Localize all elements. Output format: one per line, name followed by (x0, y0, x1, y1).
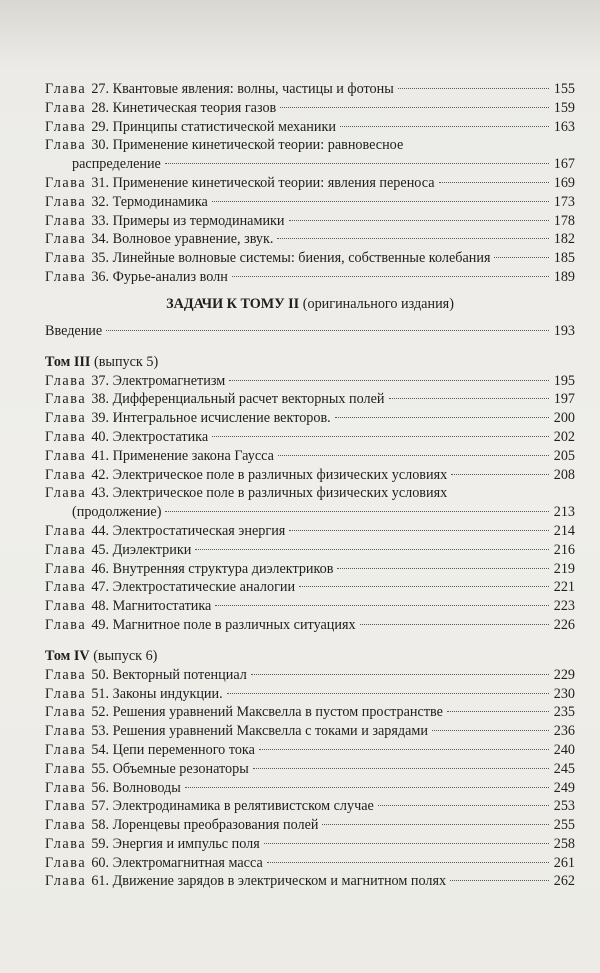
entry-title-cont: (продолжение) (72, 504, 162, 521)
entry-page: 253 (553, 798, 575, 815)
toc-entry (45, 685, 575, 704)
toc-entry (45, 760, 575, 779)
entry-title (91, 779, 180, 798)
toc-entry (45, 268, 575, 287)
leader-dots (322, 824, 549, 825)
chapter-title: Диэлектрики (112, 541, 192, 558)
toc-entry (45, 779, 575, 798)
chapter-title: Электрическое поле в различных физических условиях (112, 485, 448, 502)
volume-title: Том IV (45, 647, 90, 664)
leader-dots (335, 417, 549, 418)
chapter-number: 42. (91, 466, 110, 483)
leader-dots (447, 711, 549, 712)
chapter-title: Внутренняя структура диэлектриков (112, 560, 334, 577)
chapter-number: 50. (91, 666, 110, 683)
chapter-label: Глава (45, 666, 87, 683)
leader-dots (212, 201, 549, 202)
entry-page: 261 (553, 854, 575, 871)
section-heading-bold: ЗАДАЧИ К ТОМУ II (166, 295, 300, 312)
chapter-number: 35. (91, 250, 110, 267)
chapter-label: Глава (45, 541, 87, 558)
leader-dots (337, 568, 549, 569)
chapter-label: Глава (45, 250, 87, 267)
entry-page: 249 (553, 779, 575, 796)
chapter-label: Глава (45, 835, 87, 852)
entry-page: 258 (553, 835, 575, 852)
leader-dots (106, 330, 549, 331)
toc-entry-continuation (45, 155, 575, 174)
chapter-label: Глава (45, 579, 87, 596)
leader-dots (340, 126, 549, 127)
chapter-label: Глава (45, 193, 87, 210)
chapter-title: Интегральное исчисление векторов. (112, 410, 331, 427)
chapter-title: Электрическое поле в различных физических условиях (112, 466, 448, 483)
entry-title (91, 118, 336, 137)
chapter-label: Глава (45, 854, 87, 871)
leader-dots (232, 276, 549, 277)
chapter-label: Глава (45, 447, 87, 464)
entry-title (91, 99, 276, 118)
chapter-label: Глава (45, 560, 87, 577)
toc-entry (45, 666, 575, 685)
entry-title (91, 390, 384, 409)
toc-entry (45, 428, 575, 447)
leader-dots (267, 862, 549, 863)
chapter-label: Глава (45, 798, 87, 815)
entry-page: 159 (553, 99, 575, 116)
chapter-number: 38. (91, 391, 110, 408)
entry-title (91, 741, 255, 760)
entry-title-cont: распределение (72, 156, 161, 173)
entry-title (91, 466, 447, 485)
chapter-label: Глава (45, 99, 87, 116)
leader-dots (229, 380, 549, 381)
chapter-title: Дифференциальный расчет векторных полей (112, 391, 385, 408)
chapter-title: Кинетическая теория газов (112, 99, 277, 116)
chapter-title: Движение зарядов в электрическом и магнитном полях (112, 873, 447, 890)
entry-title (91, 249, 490, 268)
entry-page: 169 (553, 174, 575, 191)
entry-title (91, 193, 208, 212)
chapter-label: Глава (45, 174, 87, 191)
entry-page: 229 (553, 666, 575, 683)
chapter-title: Фурье-анализ волн (112, 268, 228, 285)
entry-title (91, 685, 222, 704)
toc-entry (45, 541, 575, 560)
entry-page: 208 (553, 466, 575, 483)
entry-title (91, 816, 318, 835)
chapter-number: 43. (91, 485, 110, 502)
entry-page: 236 (553, 723, 575, 740)
chapter-title: Электростатические аналогии (112, 579, 296, 596)
leader-dots (439, 182, 549, 183)
chapter-title: Электромагнитная масса (112, 854, 263, 871)
chapter-label: Глава (45, 598, 87, 615)
leader-dots (289, 220, 549, 221)
chapter-number: 61. (91, 873, 110, 890)
chapter-label: Глава (45, 522, 87, 539)
entry-title (91, 268, 228, 287)
chapter-label: Глава (45, 873, 87, 890)
entry-page: 163 (553, 118, 575, 135)
entry-page: 178 (553, 212, 575, 229)
chapter-label: Глава (45, 212, 87, 229)
toc-entry (45, 560, 575, 579)
leader-dots (165, 511, 549, 512)
leader-dots (450, 880, 549, 881)
leader-dots (432, 730, 549, 731)
chapter-number: 60. (91, 854, 110, 871)
entry-title (91, 666, 247, 685)
entry-page: 197 (553, 391, 575, 408)
entry-title (91, 703, 443, 722)
leader-dots (195, 549, 549, 550)
chapter-number: 52. (91, 704, 110, 721)
chapter-title: Линейные волновые системы: биения, собственные колебания (112, 250, 491, 267)
chapter-title: Цепи переменного тока (112, 741, 255, 758)
chapter-label: Глава (45, 391, 87, 408)
chapter-number: 54. (91, 741, 110, 758)
chapter-number: 53. (91, 723, 110, 740)
chapter-number: 31. (91, 174, 110, 191)
chapter-number: 48. (91, 598, 110, 615)
chapter-title: Объемные резонаторы (112, 760, 249, 777)
toc-entry (45, 797, 575, 816)
toc-entry (45, 212, 575, 231)
chapter-group-vol3 (45, 372, 575, 635)
chapter-title: Квантовые явления: волны, частицы и фотоны (112, 81, 394, 97)
section-heading-note: (оригинального издания) (302, 295, 454, 312)
leader-dots (278, 455, 549, 456)
toc-entry (45, 372, 575, 391)
entry-title (91, 854, 262, 873)
leader-dots (378, 805, 549, 806)
leader-dots (212, 436, 549, 437)
entry-page: 255 (553, 817, 575, 834)
chapter-number: 36. (91, 268, 110, 285)
chapter-number: 29. (91, 118, 110, 135)
chapter-number: 39. (91, 410, 110, 427)
chapter-number: 37. (91, 372, 110, 389)
leader-dots (165, 163, 549, 164)
entry-title (91, 484, 447, 503)
toc-entry (45, 193, 575, 212)
entry-page: 223 (553, 598, 575, 615)
chapter-label: Глава (45, 268, 87, 285)
entry-title (91, 174, 434, 193)
chapter-label: Глава (45, 428, 87, 445)
leader-dots (389, 398, 549, 399)
toc-entry (45, 409, 575, 428)
chapter-number: 33. (91, 212, 110, 229)
chapter-title: Электростатическая энергия (112, 522, 286, 539)
chapter-title: Электростатика (112, 428, 209, 445)
chapter-title: Магнитное поле в различных ситуациях (112, 616, 356, 633)
leader-dots (259, 749, 549, 750)
entry-title (91, 616, 355, 635)
chapter-number: 59. (91, 835, 110, 852)
entry-title (91, 578, 295, 597)
entry-page: 205 (553, 447, 575, 464)
toc-entry (45, 835, 575, 854)
leader-dots (185, 787, 549, 788)
toc-entry (45, 447, 575, 466)
chapter-number: 32. (91, 193, 110, 210)
table-of-contents (45, 80, 575, 891)
entry-title (91, 722, 428, 741)
entry-page: 167 (553, 156, 575, 173)
entry-page: 240 (553, 741, 575, 758)
toc-entry (45, 616, 575, 635)
chapter-label: Глава (45, 372, 87, 389)
entry-page: 221 (553, 579, 575, 596)
chapter-label: Глава (45, 485, 87, 502)
entry-title: Введение (45, 322, 103, 339)
chapter-number: 28. (91, 99, 110, 116)
toc-entry (45, 816, 575, 835)
chapter-number: 45. (91, 541, 110, 558)
entry-page: 214 (553, 522, 575, 539)
chapter-number: 49. (91, 616, 110, 633)
toc-entry (45, 872, 575, 891)
chapter-label: Глава (45, 817, 87, 834)
entry-title (91, 212, 284, 231)
entry-page: 262 (553, 873, 575, 890)
chapter-title: Энергия и импульс поля (112, 835, 260, 852)
chapter-number: 40. (91, 428, 110, 445)
chapter-title: Применение кинетической теории: равновесное (112, 137, 404, 154)
entry-page: 226 (553, 616, 575, 633)
chapter-title: Решения уравнений Максвелла в пустом пространстве (112, 704, 443, 721)
volume-heading-4 (45, 647, 575, 666)
chapter-label: Глава (45, 779, 87, 796)
entry-title (91, 872, 446, 891)
toc-entry (45, 118, 575, 137)
chapter-number: 27. (91, 81, 110, 97)
leader-dots (227, 693, 549, 694)
leader-dots (280, 107, 549, 108)
chapter-title: Векторный потенциал (112, 666, 247, 683)
entry-title (91, 541, 191, 560)
leader-dots (494, 257, 549, 258)
chapter-title: Термодинамика (112, 193, 208, 210)
toc-entry-intro (45, 322, 575, 341)
toc-entry (45, 484, 575, 503)
entry-page: 155 (553, 81, 575, 97)
chapter-title: Лоренцевы преобразования полей (112, 817, 319, 834)
chapter-label: Глава (45, 81, 87, 97)
leader-dots (215, 605, 549, 606)
toc-entry (45, 174, 575, 193)
toc-entry (45, 80, 575, 99)
volume-issue: (выпуск 6) (93, 647, 158, 664)
chapter-number: 34. (91, 231, 110, 248)
leader-dots (264, 843, 549, 844)
entry-page: 202 (553, 428, 575, 445)
chapter-title: Применение закона Гаусса (112, 447, 274, 464)
leader-dots (451, 474, 549, 475)
chapter-label: Глава (45, 118, 87, 135)
chapter-group-vol2 (45, 80, 575, 287)
chapter-label: Глава (45, 231, 87, 248)
chapter-group-vol4 (45, 666, 575, 892)
volume-heading-3 (45, 353, 575, 372)
entry-title (91, 136, 403, 155)
toc-entry (45, 390, 575, 409)
toc-entry (45, 722, 575, 741)
leader-dots (360, 624, 549, 625)
entry-page: 200 (553, 410, 575, 427)
leader-dots (289, 530, 549, 531)
entry-page: 173 (553, 193, 575, 210)
chapter-number: 47. (91, 579, 110, 596)
chapter-label: Глава (45, 685, 87, 702)
chapter-label: Глава (45, 137, 87, 154)
toc-entry-continuation (45, 503, 575, 522)
leader-dots (299, 586, 549, 587)
toc-entry (45, 249, 575, 268)
chapter-number: 55. (91, 760, 110, 777)
volume-title: Том III (45, 353, 91, 370)
entry-page: 195 (553, 372, 575, 389)
entry-title (91, 760, 248, 779)
chapter-number: 30. (91, 137, 110, 154)
chapter-title: Электродинамика в релятивистском случае (112, 798, 374, 815)
entry-title (91, 597, 211, 616)
chapter-label: Глава (45, 741, 87, 758)
chapter-title: Принципы статистической механики (112, 118, 336, 135)
chapter-number: 58. (91, 817, 110, 834)
toc-entry (45, 466, 575, 485)
chapter-title: Волновое уравнение, звук. (112, 231, 274, 248)
toc-entry (45, 230, 575, 249)
toc-entry (45, 597, 575, 616)
toc-entry (45, 99, 575, 118)
chapter-title: Волноводы (112, 779, 181, 796)
chapter-label: Глава (45, 723, 87, 740)
section-heading (45, 295, 575, 314)
chapter-title: Применение кинетической теории: явления переноса (112, 174, 435, 191)
entry-title (91, 522, 285, 541)
leader-dots (277, 238, 549, 239)
entry-page: 185 (553, 250, 575, 267)
entry-page: 216 (553, 541, 575, 558)
chapter-number: 51. (91, 685, 110, 702)
chapter-number: 57. (91, 798, 110, 815)
volume-issue: (выпуск 5) (93, 353, 159, 370)
chapter-title: Решения уравнений Максвелла с токами и зарядами (112, 723, 428, 740)
chapter-label: Глава (45, 466, 87, 483)
entry-page: 235 (553, 704, 575, 721)
chapter-title: Примеры из термодинамики (112, 212, 285, 229)
chapter-title: Законы индукции. (112, 685, 223, 702)
toc-entry (45, 578, 575, 597)
leader-dots (251, 674, 549, 675)
entry-page: 245 (553, 760, 575, 777)
entry-page: 230 (553, 685, 575, 702)
entry-title (91, 409, 330, 428)
entry-title (91, 835, 259, 854)
entry-page: 189 (553, 268, 575, 285)
leader-dots (398, 88, 549, 89)
leader-dots (253, 768, 549, 769)
toc-entry (45, 703, 575, 722)
chapter-label: Глава (45, 616, 87, 633)
entry-page: 213 (553, 504, 575, 521)
chapter-number: 44. (91, 522, 110, 539)
toc-entry (45, 136, 575, 155)
entry-title (91, 230, 273, 249)
entry-page: 182 (553, 231, 575, 248)
entry-title (91, 560, 333, 579)
toc-entry (45, 741, 575, 760)
chapter-title: Магнитостатика (112, 598, 212, 615)
entry-title (91, 797, 374, 816)
entry-page: 219 (553, 560, 575, 577)
entry-title (91, 428, 208, 447)
chapter-title: Электромагнетизм (112, 372, 226, 389)
chapter-label: Глава (45, 760, 87, 777)
entry-title (91, 80, 393, 99)
chapter-label: Глава (45, 704, 87, 721)
entry-title (91, 447, 274, 466)
chapter-label: Глава (45, 410, 87, 427)
entry-page: 193 (553, 322, 575, 339)
chapter-number: 56. (91, 779, 110, 796)
entry-title (91, 372, 225, 391)
chapter-number: 41. (91, 447, 110, 464)
toc-entry (45, 854, 575, 873)
chapter-number: 46. (91, 560, 110, 577)
toc-entry (45, 522, 575, 541)
